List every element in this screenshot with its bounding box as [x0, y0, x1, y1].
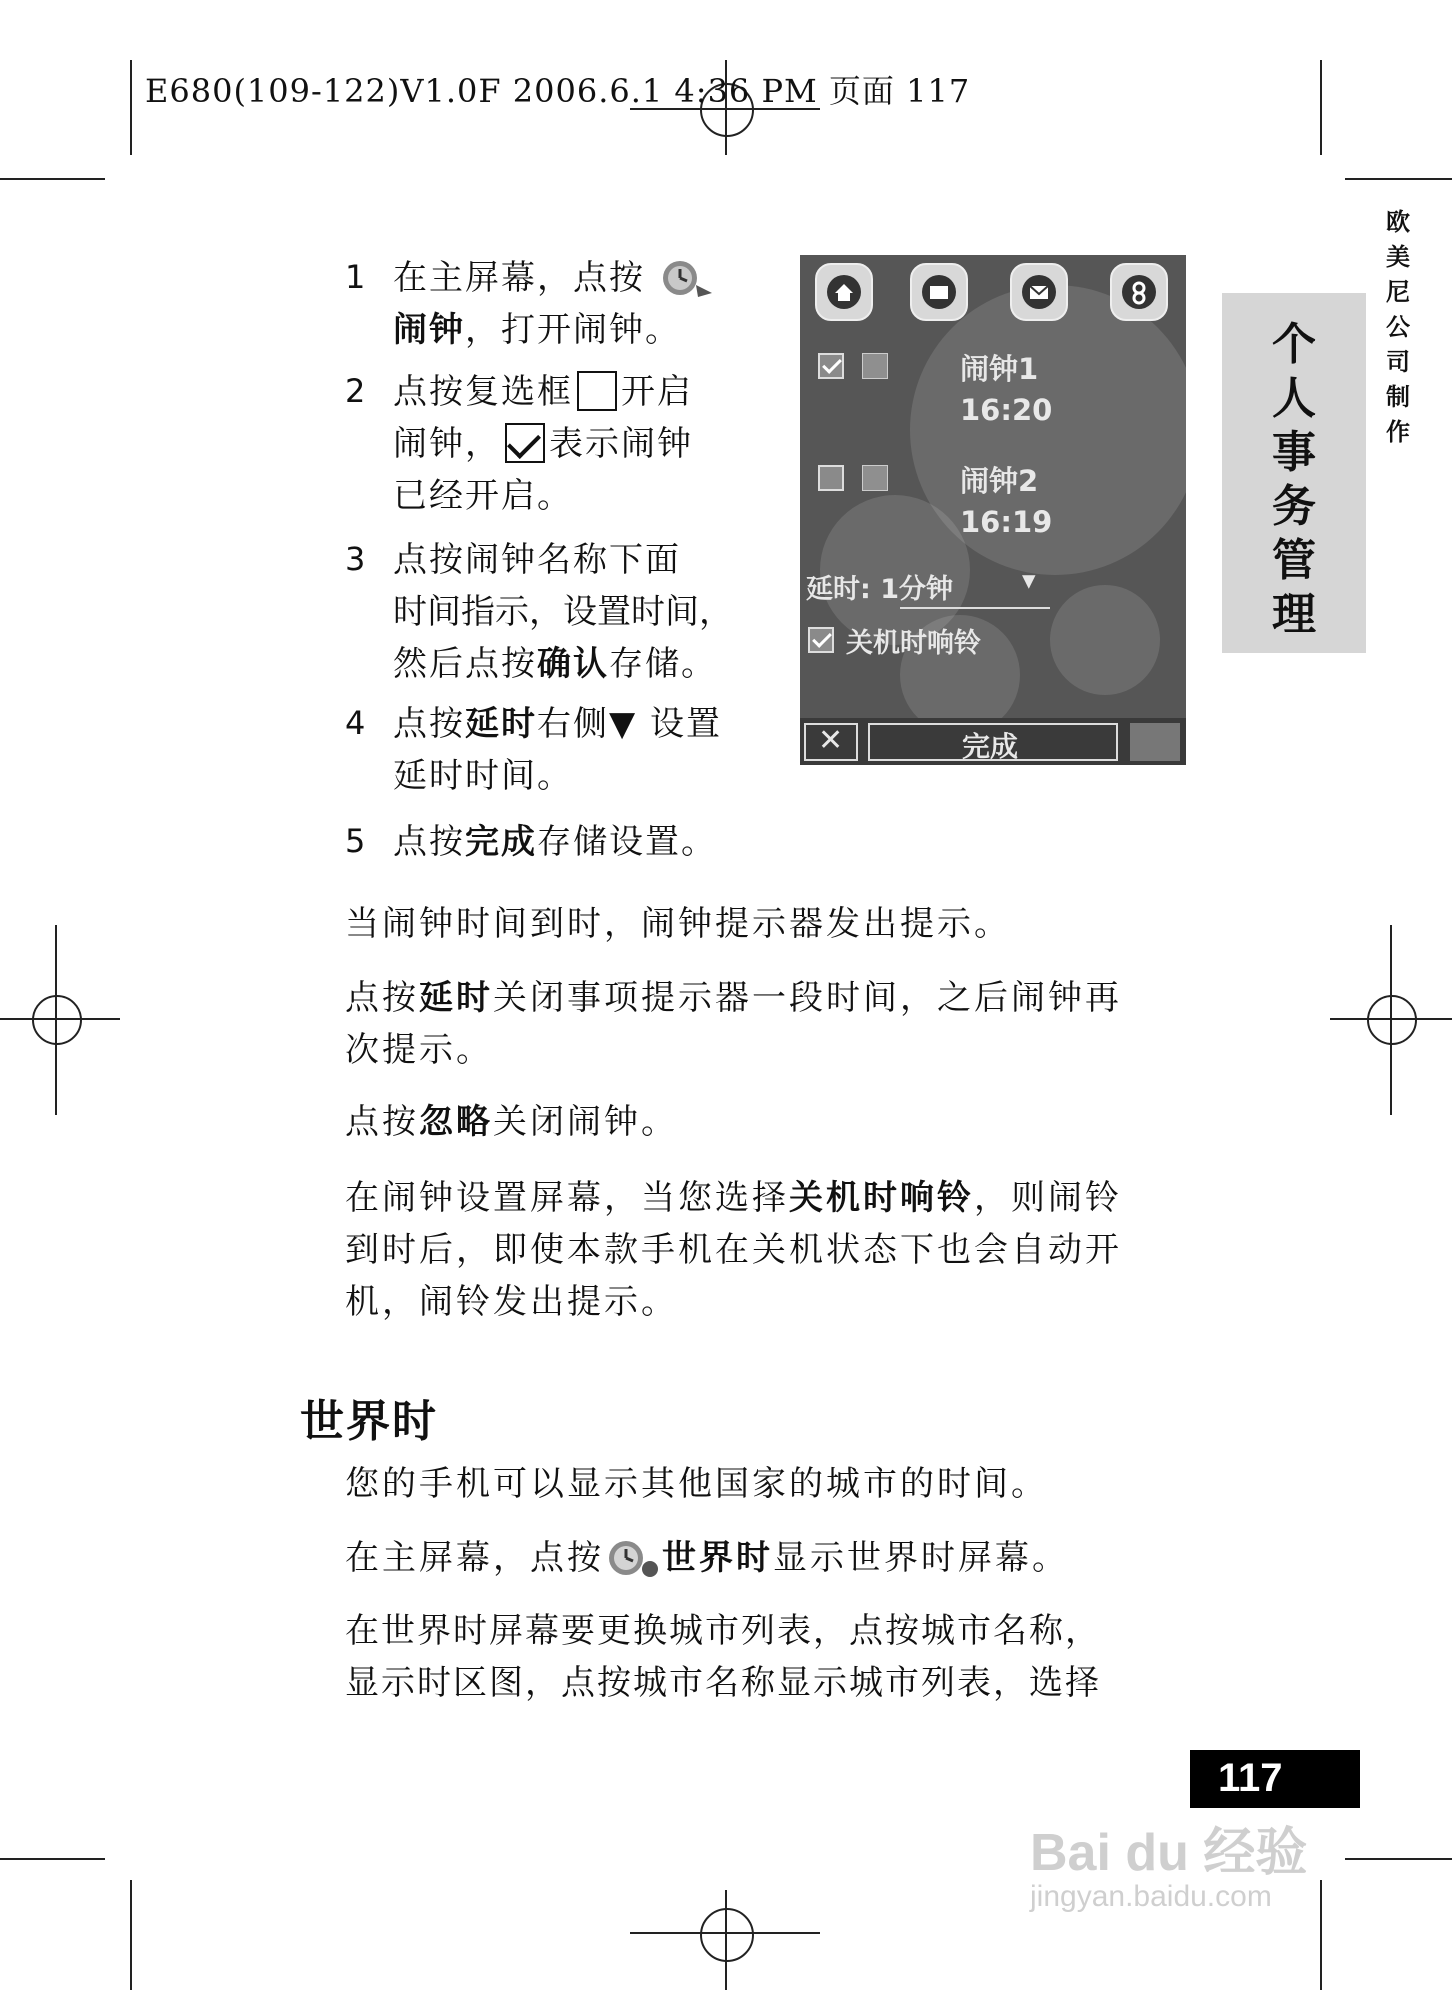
paragraph-text: 您的手机可以显示其他国家的城市的时间。	[345, 1464, 1048, 1504]
snooze-setting[interactable]: 延时: 1分钟	[806, 574, 953, 605]
section-tab-char: 管	[1272, 535, 1316, 586]
crop-mark	[1345, 178, 1452, 180]
ring-when-off-checkbox[interactable]	[808, 627, 834, 653]
section-tab	[1222, 293, 1366, 653]
step-3	[393, 534, 773, 690]
alarm1-time[interactable]: 16:20	[960, 393, 1053, 427]
paragraph	[345, 1458, 1190, 1510]
checkbox-checked-icon	[505, 423, 545, 463]
step-text: 点按复选框	[393, 372, 573, 412]
paragraph-text: 机，闹铃发出提示。	[345, 1282, 678, 1322]
step-number: 2	[345, 372, 366, 410]
section-heading: 世界时	[300, 1396, 438, 1447]
step-text: 在主屏幕，点按	[393, 258, 645, 298]
crop-mark	[130, 1880, 132, 1990]
section-tab-char: 务	[1272, 481, 1316, 532]
ring-when-off-label: 关机时响铃	[846, 628, 981, 659]
alarm2-name[interactable]: 闹钟2	[960, 464, 1039, 498]
section-tab-char: 个	[1272, 319, 1316, 370]
step-text: 点按闹钟名称下面	[393, 540, 681, 580]
paragraph	[345, 1532, 1190, 1584]
paragraph-text: 当闹钟时间到时，闹钟提示器发出提示。	[345, 904, 1011, 944]
section-tab-char: 事	[1272, 427, 1316, 478]
step-number: 1	[345, 258, 366, 296]
paragraph-text: 显示时区图，点按城市名称显示城市列表，选择	[345, 1663, 1101, 1703]
section-tab-char: 理	[1272, 589, 1316, 640]
paragraph-text: 在世界时屏幕要更换城市列表，点按城市名称，	[345, 1611, 1101, 1651]
close-icon: ✕	[818, 723, 844, 758]
paragraph	[345, 1605, 1190, 1709]
snooze-keyword: 延时	[419, 978, 493, 1018]
step-text: 闹钟，	[393, 424, 501, 464]
world-clock-keyword: 世界时	[662, 1538, 773, 1578]
step-text: 存储设置。	[537, 822, 717, 862]
crop-mark	[130, 60, 132, 155]
page-number: 117	[1218, 1756, 1283, 1800]
step-text: 延时时间。	[393, 756, 573, 796]
step-2	[393, 366, 773, 522]
paragraph-text: 关闭事项提示器一段时间，之后闹钟再	[493, 978, 1122, 1018]
phone-bottom-bar	[800, 718, 1186, 765]
step-text: 已经开启。	[393, 476, 573, 516]
step-5	[393, 816, 893, 868]
done-label: 完成	[465, 822, 537, 862]
done-button-label: 完成	[962, 730, 1019, 763]
paragraph	[345, 1172, 1190, 1328]
step-text: 右侧▼ 设置	[537, 704, 722, 744]
done-button[interactable]	[868, 723, 1118, 761]
paragraph	[345, 898, 1190, 950]
paragraph-text: ，则闹铃	[974, 1178, 1122, 1218]
paragraph-text: 点按	[345, 1102, 419, 1142]
side-label-text: 欧美尼公司制作	[1386, 208, 1410, 446]
section-tab-char: 人	[1272, 373, 1316, 424]
side-label	[1378, 205, 1418, 450]
step-text: 存储。	[609, 644, 717, 684]
cancel-button[interactable]	[804, 723, 858, 761]
alarm1-name[interactable]: 闹钟1	[960, 352, 1039, 386]
paragraph	[345, 1096, 1190, 1148]
registration-mark	[1367, 995, 1417, 1045]
menu-icon[interactable]	[1130, 723, 1180, 761]
step-number: 4	[345, 704, 366, 742]
paragraph	[345, 972, 1190, 1076]
envelope-icon	[1021, 274, 1057, 310]
crop-mark	[1320, 1880, 1322, 1990]
alarm1-icon	[862, 353, 888, 379]
alarm2-checkbox[interactable]	[818, 465, 844, 491]
phone-screenshot	[800, 255, 1186, 765]
home-button[interactable]	[815, 263, 873, 321]
home-icon	[826, 274, 862, 310]
step-text: 点按	[393, 822, 465, 862]
crop-mark	[0, 178, 105, 180]
crop-mark	[0, 1858, 105, 1860]
paragraph-text: 显示世界时屏幕。	[773, 1538, 1069, 1578]
snooze-dropdown-arrow[interactable]: ▾	[1022, 565, 1036, 596]
world-clock-icon	[604, 1537, 662, 1579]
step-text: 开启	[621, 372, 693, 412]
step-text: ，打开闹钟。	[465, 310, 681, 350]
paragraph-text: 到时后，即使本款手机在关机状态下也会自动开	[345, 1230, 1122, 1270]
paragraph-text: 在闹钟设置屏幕，当您选择	[345, 1178, 789, 1218]
card-icon	[921, 274, 957, 310]
contacts-button[interactable]	[910, 263, 968, 321]
watermark-url: jingyan.baidu.com	[1030, 1880, 1272, 1913]
alarm1-checkbox[interactable]	[818, 353, 844, 379]
snooze-label: 延时	[465, 704, 537, 744]
step-number: 5	[345, 822, 366, 860]
step-4	[393, 698, 773, 802]
step-text: 表示闹钟	[549, 424, 693, 464]
baidu-watermark: Bai du 经验	[1030, 1824, 1308, 1882]
alarm-label: 闹钟	[393, 310, 465, 350]
step-text: 时间指示，设置时间，	[393, 592, 733, 632]
page-number-box	[1190, 1750, 1360, 1808]
checkbox-empty-icon	[577, 371, 617, 411]
alarm-clock-icon	[658, 257, 716, 299]
phone-button[interactable]	[1110, 263, 1168, 321]
message-button[interactable]	[1010, 263, 1068, 321]
paragraph-text: 在主屏幕，点按	[345, 1538, 604, 1578]
step-number: 3	[345, 540, 366, 578]
alarm2-icon	[862, 465, 888, 491]
ignore-keyword: 忽略	[419, 1102, 493, 1142]
step-text: 点按	[393, 704, 465, 744]
ring-when-off-keyword: 关机时响铃	[789, 1178, 974, 1218]
confirm-label: 确认	[537, 644, 609, 684]
paragraph-text: 关闭闹钟。	[493, 1102, 678, 1142]
paragraph-text: 次提示。	[345, 1030, 493, 1070]
registration-mark	[700, 1908, 754, 1962]
step-text: 然后点按	[393, 644, 537, 684]
registration-mark	[32, 995, 82, 1045]
crop-mark	[1320, 60, 1322, 155]
print-header: E680(109-122)V1.0F 2006.6.1 4:36 PM 页面 117	[145, 72, 971, 110]
alarm2-time[interactable]: 16:19	[960, 505, 1053, 539]
step-1	[393, 252, 773, 356]
phone-icon	[1121, 274, 1157, 310]
paragraph-text: 点按	[345, 978, 419, 1018]
snooze-underline	[900, 607, 1050, 609]
crop-mark	[1345, 1858, 1452, 1860]
